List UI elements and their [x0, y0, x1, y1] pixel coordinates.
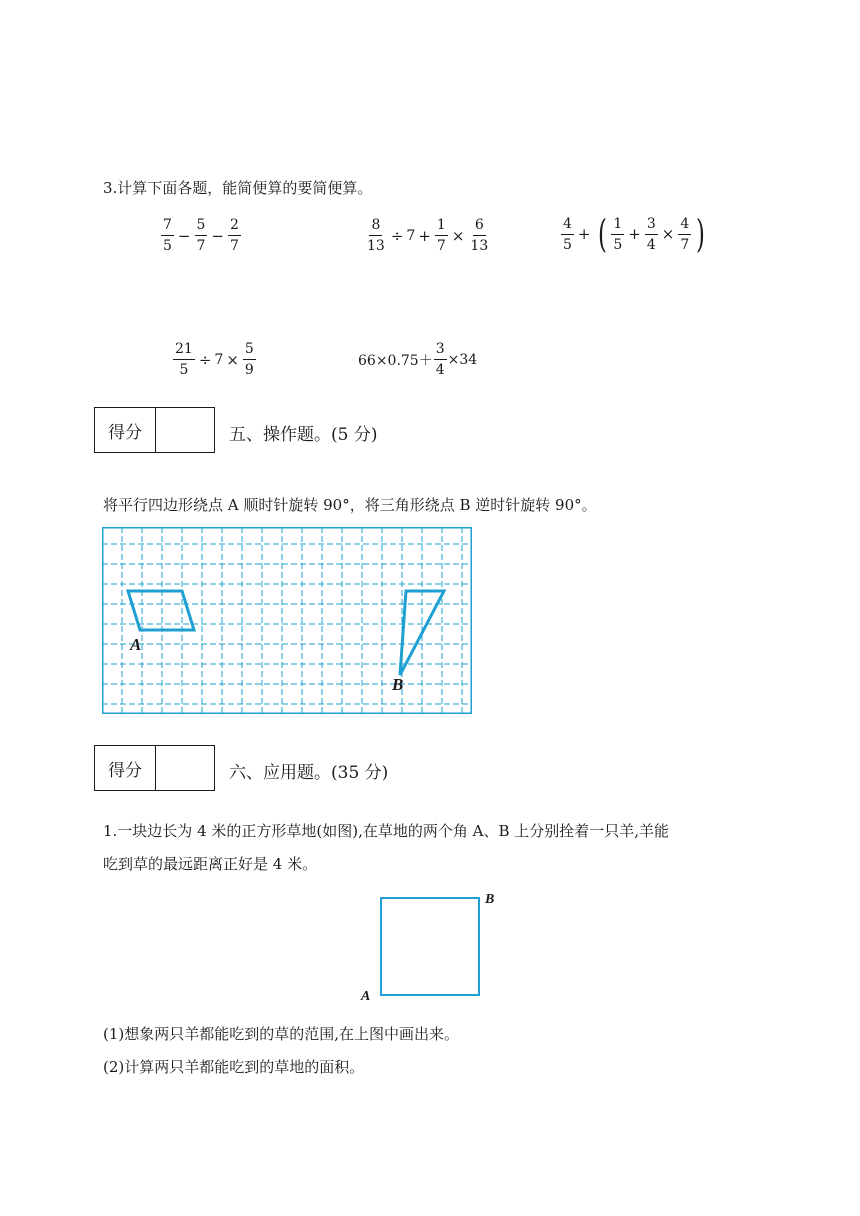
point-b-label: B [392, 675, 404, 694]
score-blank[interactable] [156, 408, 214, 452]
score-label: 得分 [95, 746, 156, 790]
score-box-section5 [94, 407, 215, 453]
section6-title: 六、应用题。(35 分) [229, 763, 389, 783]
sub-question-2: (2)计算两只羊都能吃到的草地的面积。 [103, 1058, 365, 1076]
square-field [381, 898, 479, 995]
section5-instruction: 将平行四边形绕点 A 顺时针旋转 90°，将三角形绕点 B 逆时针旋转 90°。 [103, 496, 597, 514]
expression-5: 66×0.75＋ $\frac{3}{4}$ ×34 [358, 341, 478, 378]
sub-question-1: (1)想象两只羊都能吃到的草的范围,在上图中画出来。 [103, 1025, 460, 1043]
point-a-label: A [130, 635, 142, 654]
q1-text-line1: 1.一块边长为 4 米的正方形草地(如图),在草地的两个角 A、B 上分别拴着一只羊,羊能 [103, 822, 670, 840]
corner-b-label: B [485, 892, 495, 907]
q1-text-line2: 吃到草的最远距离正好是 4 米。 [103, 855, 318, 873]
expression-4: $\frac{21}{5}$ ÷ 7 × $\frac{5}{9}$ [175, 341, 254, 378]
section5-title: 五、操作题。(5 分) [229, 425, 378, 445]
score-label: 得分 [95, 408, 156, 452]
score-box-section6 [94, 745, 215, 791]
expression-1: $\frac{7}{5}$ − $\frac{5}{7}$ − $\frac{2}{7}$ [163, 217, 239, 254]
corner-a-label: A [361, 989, 371, 1004]
score-blank[interactable] [156, 746, 214, 790]
expression-2: $\frac{8}{13}$ ÷ 7 + $\frac{1}{7}$ × $\frac{6}{13}$ [367, 217, 489, 254]
rotation-grid[interactable] [102, 527, 472, 714]
expression-3: $\frac{4}{5}$ + ( $\frac{1}{5}$ + $\frac{3}{4}$ × $\frac{4}{7}$ ) [563, 212, 706, 256]
square-figure[interactable] [355, 885, 505, 1005]
q3-title: 3.计算下面各题，能简便算的要简便算。 [103, 179, 373, 197]
